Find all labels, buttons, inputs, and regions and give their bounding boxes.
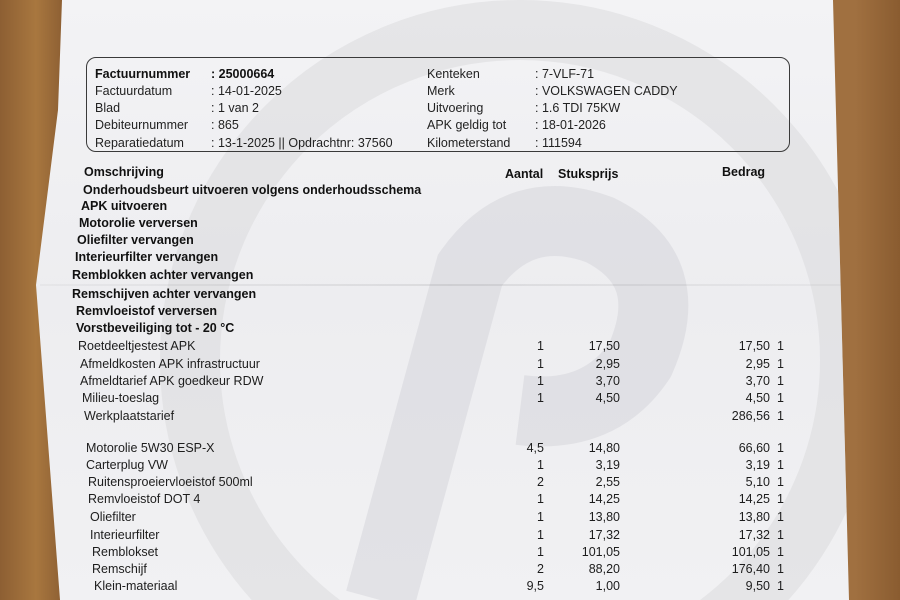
line-amount: 4,50 <box>745 391 770 405</box>
line-quantity: 1 <box>537 528 544 542</box>
invoice-line <box>0 474 900 490</box>
header-value: : 1.6 TDI 75KW <box>535 101 621 115</box>
line-code: 1 <box>777 458 784 472</box>
line-amount: 286,56 <box>731 409 770 423</box>
line-code: 1 <box>777 374 784 388</box>
line-quantity: 4,5 <box>526 441 544 455</box>
line-description: Werkplaatstarief <box>84 409 175 423</box>
invoice-line <box>0 390 900 406</box>
header-label: Factuurdatum <box>95 84 173 98</box>
line-description: Remschijf <box>92 562 147 576</box>
line-unit-price: 17,32 <box>588 528 620 542</box>
invoice-line <box>0 373 900 389</box>
work-description-line: APK uitvoeren <box>81 199 168 213</box>
line-description: Motorolie 5W30 ESP-X <box>86 441 215 455</box>
header-label: Reparatiedatum <box>95 136 184 150</box>
header-value: : VOLKSWAGEN CADDY <box>535 84 678 98</box>
line-description: Interieurfilter <box>90 528 160 542</box>
invoice-line <box>0 544 900 560</box>
line-quantity: 2 <box>537 562 544 576</box>
header-value: : 14-01-2025 <box>211 84 282 98</box>
line-description: Roetdeeltjestest APK <box>78 339 196 353</box>
line-quantity: 1 <box>537 510 544 524</box>
work-description-line: Motorolie verversen <box>79 216 198 230</box>
line-unit-price: 88,20 <box>588 562 620 576</box>
work-description-line: Remschijven achter vervangen <box>72 287 257 301</box>
line-description: Oliefilter <box>90 510 136 524</box>
line-code: 1 <box>777 475 784 489</box>
line-amount: 176,40 <box>731 562 770 576</box>
line-code: 1 <box>777 579 784 593</box>
line-amount: 3,19 <box>745 458 770 472</box>
line-amount: 101,05 <box>731 545 770 559</box>
invoice-line <box>0 509 900 525</box>
line-code: 1 <box>777 492 784 506</box>
line-description: Afmeldtarief APK goedkeur RDW <box>80 374 264 388</box>
line-amount: 17,50 <box>738 339 770 353</box>
line-quantity: 1 <box>537 458 544 472</box>
line-quantity: 1 <box>537 357 544 371</box>
column-header-description: Omschrijving <box>84 165 164 179</box>
invoice-line <box>0 338 900 354</box>
line-code: 1 <box>777 409 784 423</box>
line-unit-price: 14,25 <box>588 492 620 506</box>
header-value: : 111594 <box>535 136 582 150</box>
line-quantity: 9,5 <box>526 579 544 593</box>
line-amount: 13,80 <box>738 510 770 524</box>
header-label: Kilometerstand <box>427 136 511 150</box>
line-amount: 14,25 <box>738 492 770 506</box>
invoice-line <box>0 527 900 543</box>
work-description-line: Remvloeistof verversen <box>76 304 218 318</box>
line-amount: 66,60 <box>738 441 770 455</box>
work-description-line: Onderhoudsbeurt uitvoeren volgens onderhoudsschema <box>83 183 422 197</box>
line-quantity: 1 <box>537 391 544 405</box>
invoice-line <box>0 356 900 372</box>
header-value: : 25000664 <box>211 67 275 81</box>
paper-fold <box>40 284 860 286</box>
line-quantity: 2 <box>537 475 544 489</box>
work-description-line: Oliefilter vervangen <box>77 233 194 247</box>
line-code: 1 <box>777 545 784 559</box>
header-value: : 865 <box>211 118 239 132</box>
line-unit-price: 13,80 <box>588 510 620 524</box>
line-description: Carterplug VW <box>86 458 168 472</box>
line-quantity: 1 <box>537 374 544 388</box>
invoice-line <box>0 457 900 473</box>
line-amount: 5,10 <box>745 475 770 489</box>
line-unit-price: 17,50 <box>588 339 620 353</box>
invoice-header-box <box>86 57 790 152</box>
invoice-line <box>0 578 900 594</box>
line-quantity: 1 <box>537 492 544 506</box>
line-unit-price: 3,70 <box>595 374 620 388</box>
work-description-line: Vorstbeveiliging tot - 20 °C <box>76 321 235 335</box>
line-code: 1 <box>777 441 784 455</box>
line-unit-price: 4,50 <box>595 391 620 405</box>
column-header-quantity: Aantal <box>505 167 544 181</box>
line-code: 1 <box>777 528 784 542</box>
work-description-line: Interieurfilter vervangen <box>75 250 219 264</box>
line-code: 1 <box>777 391 784 405</box>
header-value: : 13-1-2025 || Opdrachtnr: 37560 <box>211 136 393 150</box>
line-quantity: 1 <box>537 339 544 353</box>
work-description-line: Remblokken achter vervangen <box>72 268 254 282</box>
line-code: 1 <box>777 339 784 353</box>
invoice-line <box>0 491 900 507</box>
line-code: 1 <box>777 562 784 576</box>
header-label: Blad <box>95 101 121 115</box>
line-quantity: 1 <box>537 545 544 559</box>
line-description: Klein-materiaal <box>94 579 178 593</box>
line-unit-price: 2,55 <box>595 475 620 489</box>
header-label: Merk <box>427 84 455 98</box>
line-amount: 9,50 <box>745 579 770 593</box>
line-description: Milieu-toeslag <box>82 391 160 405</box>
line-unit-price: 3,19 <box>595 458 620 472</box>
line-code: 1 <box>777 357 784 371</box>
header-label: Kenteken <box>427 67 480 81</box>
line-description: Afmeldkosten APK infrastructuur <box>80 357 260 371</box>
line-unit-price: 2,95 <box>595 357 620 371</box>
column-header-unit-price: Stuksprijs <box>558 167 619 181</box>
header-label: Uitvoering <box>427 101 484 115</box>
header-value: : 1 van 2 <box>211 101 259 115</box>
line-code: 1 <box>777 510 784 524</box>
header-value: : 18-01-2026 <box>535 118 606 132</box>
line-amount: 17,32 <box>738 528 770 542</box>
line-unit-price: 14,80 <box>588 441 620 455</box>
header-value: : 7-VLF-71 <box>535 67 595 81</box>
line-unit-price: 101,05 <box>581 545 620 559</box>
line-description: Remvloeistof DOT 4 <box>88 492 201 506</box>
header-label: Debiteurnummer <box>95 118 189 132</box>
line-description: Remblokset <box>92 545 158 559</box>
invoice-line <box>0 561 900 577</box>
line-description: Ruitensproeiervloeistof 500ml <box>88 475 253 489</box>
header-label: APK geldig tot <box>427 118 507 132</box>
column-header-amount: Bedrag <box>722 165 766 179</box>
line-amount: 2,95 <box>745 357 770 371</box>
invoice-line <box>0 440 900 456</box>
line-unit-price: 1,00 <box>595 579 620 593</box>
header-label: Factuurnummer <box>95 67 191 81</box>
invoice-line <box>0 408 900 424</box>
line-amount: 3,70 <box>745 374 770 388</box>
